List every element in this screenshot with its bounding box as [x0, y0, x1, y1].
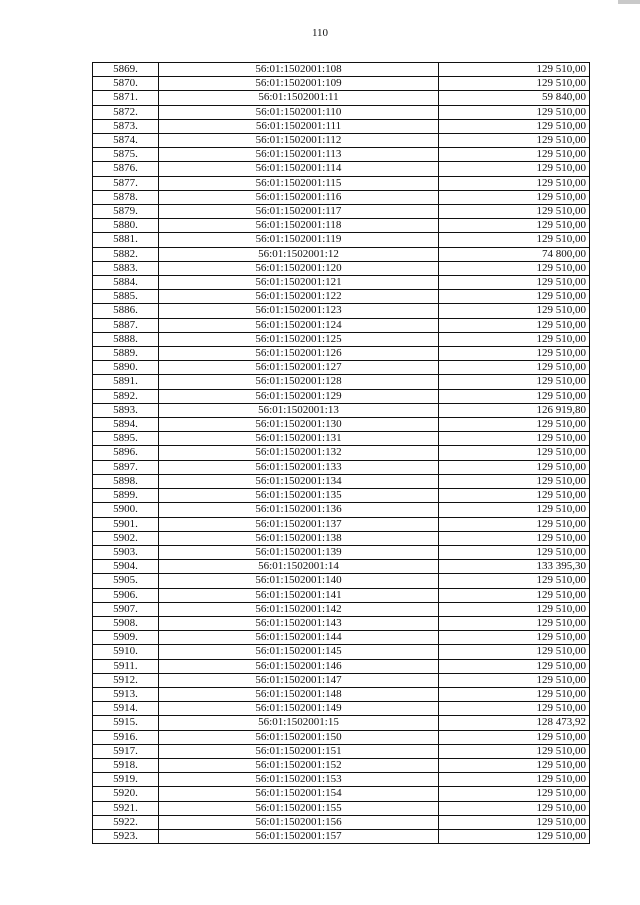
- table-row: [93, 801, 590, 815]
- scan-corner-mark: [618, 0, 640, 4]
- row-number-cell: 5889.: [93, 347, 159, 361]
- row-number-cell: 5873.: [93, 119, 159, 133]
- table-row: [93, 631, 590, 645]
- cadastral-value-cell: 129 510,00: [439, 602, 590, 616]
- cadastral-number-cell: 56:01:1502001:154: [159, 787, 439, 801]
- cadastral-number-cell: 56:01:1502001:110: [159, 105, 439, 119]
- table-row: [93, 460, 590, 474]
- cadastral-value-cell: 129 510,00: [439, 588, 590, 602]
- row-number-cell: 5917.: [93, 744, 159, 758]
- table-row: [93, 148, 590, 162]
- cadastral-number-cell: 56:01:1502001:133: [159, 460, 439, 474]
- cadastral-value-table: [92, 62, 590, 844]
- row-number-cell: 5895.: [93, 432, 159, 446]
- row-number-cell: 5894.: [93, 418, 159, 432]
- row-number-cell: 5923.: [93, 829, 159, 843]
- cadastral-value-cell: 129 510,00: [439, 489, 590, 503]
- row-number-cell: 5909.: [93, 631, 159, 645]
- row-number-cell: 5886.: [93, 304, 159, 318]
- cadastral-value-cell: 129 510,00: [439, 148, 590, 162]
- cadastral-number-cell: 56:01:1502001:155: [159, 801, 439, 815]
- cadastral-value-cell: 129 510,00: [439, 233, 590, 247]
- table-row: [93, 588, 590, 602]
- table-row: [93, 574, 590, 588]
- table-row: [93, 290, 590, 304]
- table-row: [93, 91, 590, 105]
- table-row: [93, 545, 590, 559]
- cadastral-number-cell: 56:01:1502001:109: [159, 77, 439, 91]
- cadastral-value-cell: 129 510,00: [439, 517, 590, 531]
- cadastral-value-cell: 129 510,00: [439, 176, 590, 190]
- cadastral-number-cell: 56:01:1502001:127: [159, 361, 439, 375]
- cadastral-value-cell: 129 510,00: [439, 702, 590, 716]
- cadastral-value-cell: 129 510,00: [439, 446, 590, 460]
- row-number-cell: 5920.: [93, 787, 159, 801]
- table-row: [93, 318, 590, 332]
- row-number-cell: 5919.: [93, 773, 159, 787]
- table-row: [93, 347, 590, 361]
- cadastral-value-cell: 129 510,00: [439, 105, 590, 119]
- row-number-cell: 5891.: [93, 375, 159, 389]
- table-row: [93, 702, 590, 716]
- row-number-cell: 5910.: [93, 645, 159, 659]
- row-number-cell: 5871.: [93, 91, 159, 105]
- cadastral-value-cell: 129 510,00: [439, 261, 590, 275]
- row-number-cell: 5913.: [93, 687, 159, 701]
- cadastral-value-cell: 129 510,00: [439, 190, 590, 204]
- table-row: [93, 531, 590, 545]
- cadastral-number-cell: 56:01:1502001:119: [159, 233, 439, 247]
- cadastral-value-cell: 129 510,00: [439, 63, 590, 77]
- cadastral-number-cell: 56:01:1502001:138: [159, 531, 439, 545]
- cadastral-value-cell: 129 510,00: [439, 205, 590, 219]
- row-number-cell: 5906.: [93, 588, 159, 602]
- cadastral-number-cell: 56:01:1502001:134: [159, 474, 439, 488]
- cadastral-value-cell: 129 510,00: [439, 687, 590, 701]
- cadastral-value-cell: 129 510,00: [439, 290, 590, 304]
- row-number-cell: 5902.: [93, 531, 159, 545]
- cadastral-number-cell: 56:01:1502001:11: [159, 91, 439, 105]
- cadastral-value-cell: 129 510,00: [439, 276, 590, 290]
- table-row: [93, 418, 590, 432]
- cadastral-number-cell: 56:01:1502001:144: [159, 631, 439, 645]
- table-row: [93, 332, 590, 346]
- cadastral-number-cell: 56:01:1502001:156: [159, 815, 439, 829]
- table-row: [93, 503, 590, 517]
- cadastral-value-cell: 129 510,00: [439, 531, 590, 545]
- cadastral-value-cell: 129 510,00: [439, 631, 590, 645]
- table-row: [93, 744, 590, 758]
- row-number-cell: 5876.: [93, 162, 159, 176]
- row-number-cell: 5892.: [93, 389, 159, 403]
- table-row: [93, 730, 590, 744]
- cadastral-number-cell: 56:01:1502001:115: [159, 176, 439, 190]
- table-row: [93, 63, 590, 77]
- cadastral-number-cell: 56:01:1502001:114: [159, 162, 439, 176]
- row-number-cell: 5890.: [93, 361, 159, 375]
- cadastral-value-cell: 129 510,00: [439, 460, 590, 474]
- cadastral-number-cell: 56:01:1502001:149: [159, 702, 439, 716]
- row-number-cell: 5869.: [93, 63, 159, 77]
- cadastral-value-cell: 129 510,00: [439, 616, 590, 630]
- cadastral-number-cell: 56:01:1502001:108: [159, 63, 439, 77]
- row-number-cell: 5898.: [93, 474, 159, 488]
- row-number-cell: 5870.: [93, 77, 159, 91]
- table-row: [93, 219, 590, 233]
- row-number-cell: 5883.: [93, 261, 159, 275]
- cadastral-number-cell: 56:01:1502001:116: [159, 190, 439, 204]
- cadastral-number-cell: 56:01:1502001:147: [159, 673, 439, 687]
- row-number-cell: 5907.: [93, 602, 159, 616]
- cadastral-number-cell: 56:01:1502001:117: [159, 205, 439, 219]
- cadastral-value-cell: 129 510,00: [439, 730, 590, 744]
- cadastral-number-cell: 56:01:1502001:141: [159, 588, 439, 602]
- cadastral-value-cell: 129 510,00: [439, 389, 590, 403]
- row-number-cell: 5888.: [93, 332, 159, 346]
- page-number: 110: [311, 27, 329, 39]
- row-number-cell: 5884.: [93, 276, 159, 290]
- cadastral-number-cell: 56:01:1502001:14: [159, 560, 439, 574]
- cadastral-number-cell: 56:01:1502001:128: [159, 375, 439, 389]
- cadastral-number-cell: 56:01:1502001:123: [159, 304, 439, 318]
- table-row: [93, 403, 590, 417]
- cadastral-value-cell: 129 510,00: [439, 347, 590, 361]
- table-row: [93, 190, 590, 204]
- table-row: [93, 758, 590, 772]
- cadastral-number-cell: 56:01:1502001:121: [159, 276, 439, 290]
- table-row: [93, 815, 590, 829]
- row-number-cell: 5896.: [93, 446, 159, 460]
- table-row: [93, 687, 590, 701]
- cadastral-value-cell: 129 510,00: [439, 673, 590, 687]
- row-number-cell: 5897.: [93, 460, 159, 474]
- table-row: [93, 375, 590, 389]
- cadastral-number-cell: 56:01:1502001:142: [159, 602, 439, 616]
- table-row: [93, 474, 590, 488]
- cadastral-number-cell: 56:01:1502001:112: [159, 134, 439, 148]
- cadastral-number-cell: 56:01:1502001:140: [159, 574, 439, 588]
- cadastral-number-cell: 56:01:1502001:148: [159, 687, 439, 701]
- cadastral-number-cell: 56:01:1502001:146: [159, 659, 439, 673]
- row-number-cell: 5921.: [93, 801, 159, 815]
- table-row: [93, 119, 590, 133]
- cadastral-value-cell: 129 510,00: [439, 815, 590, 829]
- cadastral-value-cell: 129 510,00: [439, 744, 590, 758]
- cadastral-value-cell: 129 510,00: [439, 332, 590, 346]
- table-row: [93, 489, 590, 503]
- cadastral-value-cell: 129 510,00: [439, 119, 590, 133]
- row-number-cell: 5885.: [93, 290, 159, 304]
- cadastral-value-cell: 129 510,00: [439, 801, 590, 815]
- row-number-cell: 5880.: [93, 219, 159, 233]
- cadastral-number-cell: 56:01:1502001:136: [159, 503, 439, 517]
- cadastral-number-cell: 56:01:1502001:131: [159, 432, 439, 446]
- cadastral-number-cell: 56:01:1502001:125: [159, 332, 439, 346]
- cadastral-value-cell: 74 800,00: [439, 247, 590, 261]
- row-number-cell: 5893.: [93, 403, 159, 417]
- cadastral-value-cell: 129 510,00: [439, 787, 590, 801]
- cadastral-value-cell: 129 510,00: [439, 773, 590, 787]
- row-number-cell: 5904.: [93, 560, 159, 574]
- cadastral-value-cell: 129 510,00: [439, 418, 590, 432]
- row-number-cell: 5899.: [93, 489, 159, 503]
- cadastral-number-cell: 56:01:1502001:118: [159, 219, 439, 233]
- cadastral-value-cell: 129 510,00: [439, 474, 590, 488]
- cadastral-value-cell: 129 510,00: [439, 219, 590, 233]
- cadastral-number-cell: 56:01:1502001:139: [159, 545, 439, 559]
- cadastral-value-cell: 126 919,80: [439, 403, 590, 417]
- table-row: [93, 560, 590, 574]
- cadastral-value-cell: 128 473,92: [439, 716, 590, 730]
- row-number-cell: 5881.: [93, 233, 159, 247]
- table-row: [93, 645, 590, 659]
- table-row: [93, 517, 590, 531]
- row-number-cell: 5922.: [93, 815, 159, 829]
- row-number-cell: 5882.: [93, 247, 159, 261]
- table-row: [93, 773, 590, 787]
- table-row: [93, 446, 590, 460]
- cadastral-number-cell: 56:01:1502001:151: [159, 744, 439, 758]
- row-number-cell: 5875.: [93, 148, 159, 162]
- table-row: [93, 787, 590, 801]
- cadastral-value-cell: 129 510,00: [439, 361, 590, 375]
- table-row: [93, 105, 590, 119]
- row-number-cell: 5915.: [93, 716, 159, 730]
- row-number-cell: 5900.: [93, 503, 159, 517]
- table-row: [93, 247, 590, 261]
- cadastral-value-cell: 129 510,00: [439, 659, 590, 673]
- table-row: [93, 361, 590, 375]
- cadastral-number-cell: 56:01:1502001:143: [159, 616, 439, 630]
- row-number-cell: 5879.: [93, 205, 159, 219]
- row-number-cell: 5914.: [93, 702, 159, 716]
- cadastral-number-cell: 56:01:1502001:145: [159, 645, 439, 659]
- cadastral-value-cell: 129 510,00: [439, 503, 590, 517]
- row-number-cell: 5912.: [93, 673, 159, 687]
- cadastral-value-cell: 129 510,00: [439, 574, 590, 588]
- row-number-cell: 5874.: [93, 134, 159, 148]
- table-body: [93, 63, 590, 844]
- row-number-cell: 5911.: [93, 659, 159, 673]
- cadastral-number-cell: 56:01:1502001:157: [159, 829, 439, 843]
- row-number-cell: 5908.: [93, 616, 159, 630]
- table-row: [93, 659, 590, 673]
- cadastral-value-cell: 129 510,00: [439, 134, 590, 148]
- row-number-cell: 5877.: [93, 176, 159, 190]
- table-row: [93, 304, 590, 318]
- cadastral-number-cell: 56:01:1502001:122: [159, 290, 439, 304]
- table-row: [93, 829, 590, 843]
- table-row: [93, 162, 590, 176]
- table-row: [93, 233, 590, 247]
- cadastral-value-cell: 59 840,00: [439, 91, 590, 105]
- table-row: [93, 616, 590, 630]
- table-row: [93, 673, 590, 687]
- row-number-cell: 5872.: [93, 105, 159, 119]
- cadastral-number-cell: 56:01:1502001:130: [159, 418, 439, 432]
- cadastral-value-cell: 129 510,00: [439, 432, 590, 446]
- cadastral-number-cell: 56:01:1502001:126: [159, 347, 439, 361]
- table-row: [93, 134, 590, 148]
- cadastral-number-cell: 56:01:1502001:111: [159, 119, 439, 133]
- table-row: [93, 716, 590, 730]
- cadastral-value-cell: 129 510,00: [439, 758, 590, 772]
- cadastral-value-cell: 129 510,00: [439, 375, 590, 389]
- table-row: [93, 389, 590, 403]
- table-row: [93, 205, 590, 219]
- cadastral-number-cell: 56:01:1502001:129: [159, 389, 439, 403]
- cadastral-value-cell: 129 510,00: [439, 645, 590, 659]
- table-row: [93, 176, 590, 190]
- cadastral-number-cell: 56:01:1502001:12: [159, 247, 439, 261]
- cadastral-value-cell: 129 510,00: [439, 829, 590, 843]
- table-row: [93, 432, 590, 446]
- cadastral-value-cell: 133 395,30: [439, 560, 590, 574]
- cadastral-value-cell: 129 510,00: [439, 318, 590, 332]
- cadastral-value-cell: 129 510,00: [439, 304, 590, 318]
- cadastral-value-cell: 129 510,00: [439, 162, 590, 176]
- cadastral-number-cell: 56:01:1502001:124: [159, 318, 439, 332]
- table-row: [93, 77, 590, 91]
- row-number-cell: 5918.: [93, 758, 159, 772]
- cadastral-number-cell: 56:01:1502001:150: [159, 730, 439, 744]
- cadastral-number-cell: 56:01:1502001:135: [159, 489, 439, 503]
- row-number-cell: 5903.: [93, 545, 159, 559]
- row-number-cell: 5916.: [93, 730, 159, 744]
- cadastral-number-cell: 56:01:1502001:137: [159, 517, 439, 531]
- row-number-cell: 5878.: [93, 190, 159, 204]
- cadastral-number-cell: 56:01:1502001:120: [159, 261, 439, 275]
- cadastral-number-cell: 56:01:1502001:153: [159, 773, 439, 787]
- cadastral-number-cell: 56:01:1502001:113: [159, 148, 439, 162]
- table-row: [93, 276, 590, 290]
- row-number-cell: 5901.: [93, 517, 159, 531]
- cadastral-number-cell: 56:01:1502001:15: [159, 716, 439, 730]
- table-row: [93, 261, 590, 275]
- cadastral-number-cell: 56:01:1502001:13: [159, 403, 439, 417]
- cadastral-number-cell: 56:01:1502001:132: [159, 446, 439, 460]
- cadastral-value-cell: 129 510,00: [439, 545, 590, 559]
- table-row: [93, 602, 590, 616]
- cadastral-value-cell: 129 510,00: [439, 77, 590, 91]
- cadastral-number-cell: 56:01:1502001:152: [159, 758, 439, 772]
- row-number-cell: 5905.: [93, 574, 159, 588]
- row-number-cell: 5887.: [93, 318, 159, 332]
